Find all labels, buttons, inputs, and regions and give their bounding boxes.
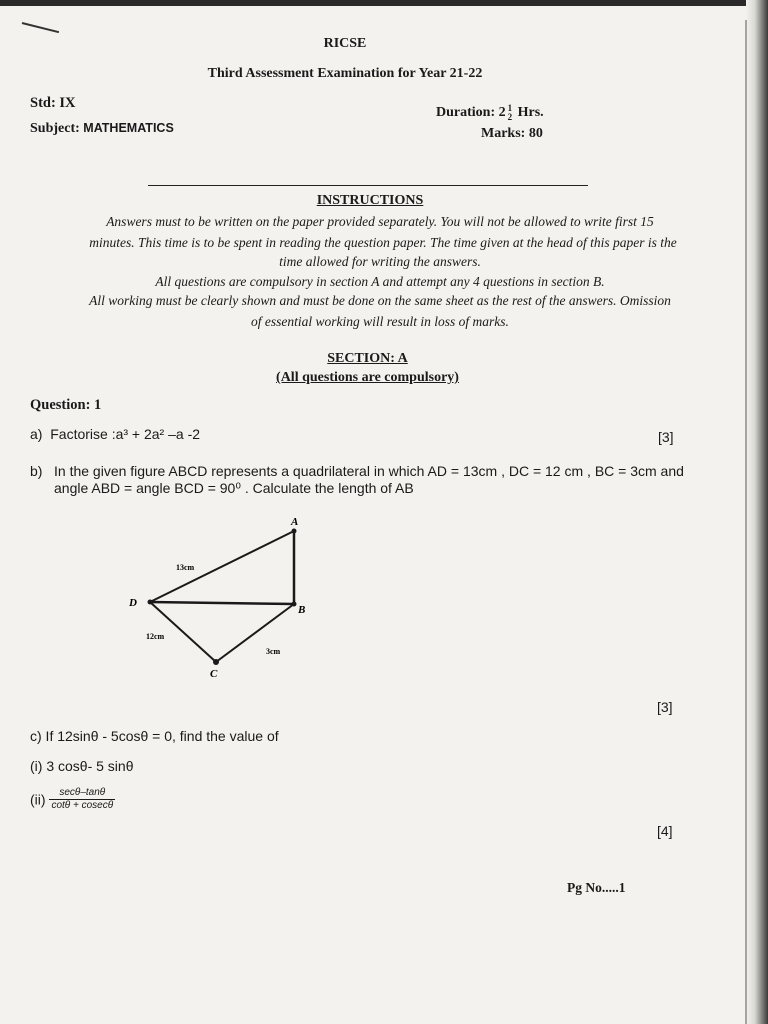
question-b-marks: [3] [657, 699, 673, 715]
duration [436, 104, 544, 122]
exam-title: Third Assessment Examination for Year 21-22 [207, 66, 483, 81]
question-a-marks: [3] [658, 429, 674, 445]
fraction-numerator: secθ–tanθ [49, 787, 115, 800]
diagonal-db [150, 602, 294, 604]
question-a [30, 426, 200, 442]
duration-unit: Hrs. [517, 105, 544, 121]
instruction-line-4: All questions are compulsory in section A and attempt any 4 questions in section B. [155, 274, 605, 289]
instruction-line-1: Answers must to be written on the paper provided separately. You will not be allowed to write first 15 [106, 214, 654, 229]
instruction-line-3: time allowed for writing the answers. [279, 254, 481, 269]
question-c-part-i: (i) 3 cosθ- 5 sinθ [30, 758, 134, 774]
length-dc: 12cm [146, 632, 165, 641]
question-c-marks: [4] [657, 823, 673, 839]
question-a-prefix: a) [30, 426, 43, 442]
vertex-c [213, 659, 219, 665]
length-ad: 13cm [176, 563, 195, 572]
question-b-line-2: angle ABD = angle BCD = 90⁰ . Calculate the length of AB [54, 480, 414, 496]
label-d: D [129, 597, 137, 609]
duration-label: Duration: 2 [436, 105, 506, 121]
page-number: Pg No.....1 [567, 880, 626, 895]
side-ad [150, 531, 294, 602]
board-name: RICSE [323, 36, 367, 51]
scan-top-edge [0, 0, 768, 6]
label-a: A [291, 516, 299, 528]
duration-fraction-num: 1 [507, 103, 513, 113]
duration-fraction [508, 104, 513, 122]
subject-label: Subject: [30, 121, 80, 136]
std-label: Std: IX [30, 95, 76, 111]
length-bc: 3cm [266, 647, 281, 656]
question-title: Question: 1 [30, 397, 102, 413]
vertex-b [292, 602, 297, 607]
subject-value: MATHEMATICS [83, 121, 174, 135]
instruction-line-5: All working must be clearly shown and must be done on the same sheet as the rest of the answers. Omission [89, 293, 671, 308]
instruction-line-2: minutes. This time is to be spent in reading the question paper. The time given at the head of this paper is the [89, 235, 677, 250]
question-c-part-ii [30, 787, 115, 812]
instructions-heading: INSTRUCTIONS [316, 193, 424, 208]
question-c-part-ii-prefix: (ii) [30, 791, 46, 808]
label-c: C [210, 668, 218, 680]
instruction-line-6: of essential working will result in loss of marks. [251, 314, 509, 329]
fraction-denominator: cotθ + cosecθ [51, 800, 114, 811]
marks-total: Marks: 80 [481, 126, 543, 141]
side-cb [216, 604, 294, 662]
label-b: B [298, 604, 306, 616]
header-divider [148, 185, 588, 186]
section-title: SECTION: A [327, 351, 408, 366]
question-b-line-1: In the given figure ABCD represents a quadrilateral in which AD = 13cm , DC = 12 cm , BC = 3cm and [54, 463, 684, 479]
vertex-a [292, 529, 297, 534]
duration-fraction-den: 2 [507, 112, 513, 122]
pen-mark [22, 22, 59, 33]
question-a-text: Factorise :a³ + 2a² –a -2 [50, 426, 201, 442]
section-subtitle: (All questions are compulsory) [276, 370, 459, 385]
question-c-fraction [49, 787, 115, 812]
scan-right-edge [746, 0, 768, 1024]
question-b-prefix: b) [30, 463, 43, 479]
paper-edge [745, 20, 747, 1024]
vertex-d [148, 600, 153, 605]
subject-line [30, 121, 174, 137]
quadrilateral-figure [120, 512, 320, 682]
question-c-text: c) If 12sinθ - 5cosθ = 0, find the value of [30, 728, 279, 744]
